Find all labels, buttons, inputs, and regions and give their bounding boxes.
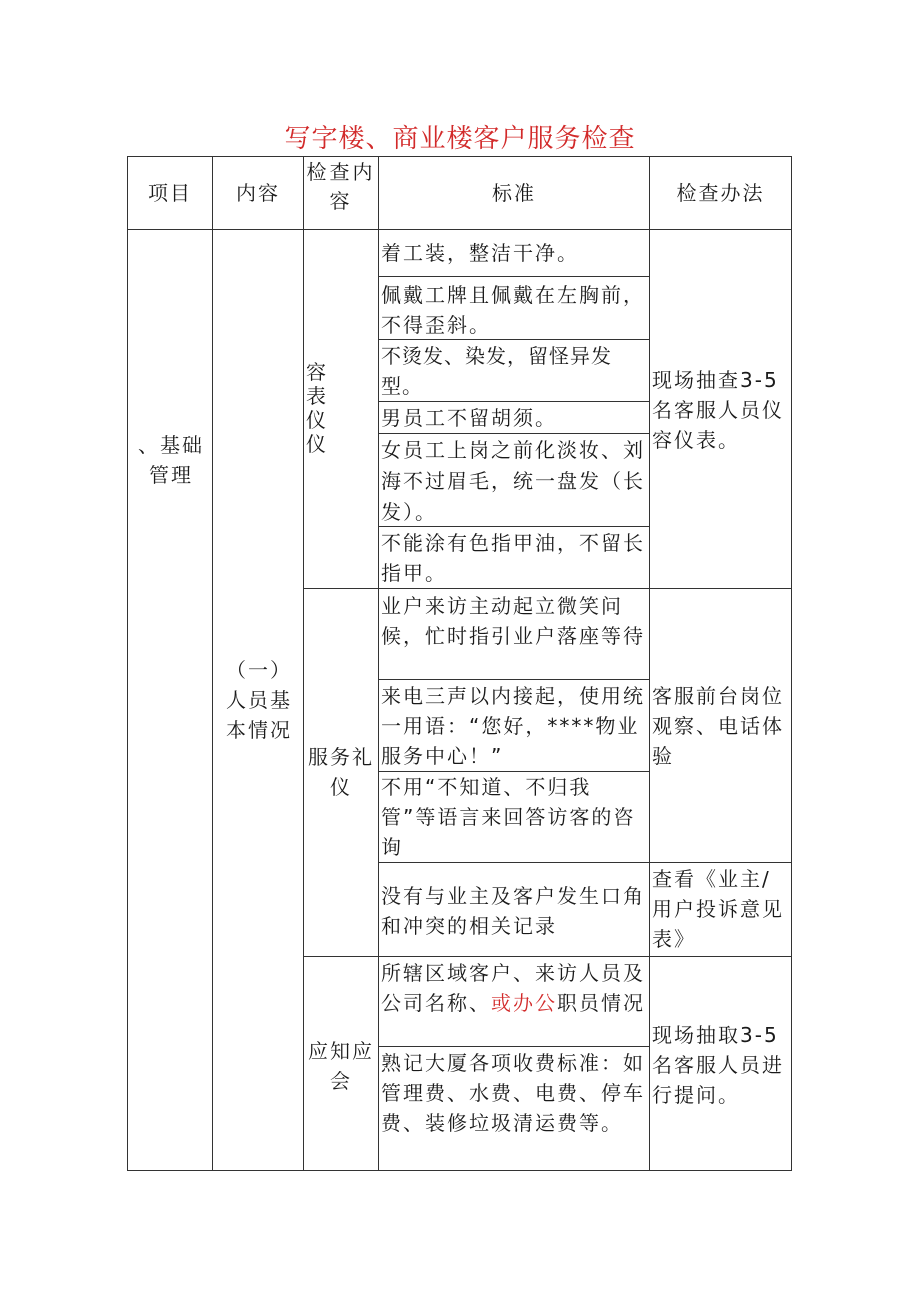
table-col-divider [378, 156, 379, 1170]
table-border-bottom [127, 1170, 792, 1171]
standard-item: 不能涂有色指甲油，不留长指甲。 [381, 531, 645, 585]
row-divider [378, 1046, 650, 1047]
table-col-divider [212, 156, 213, 1170]
row-divider [378, 401, 650, 402]
table-col-divider [303, 156, 304, 1170]
standard-item: 没有与业主及客户发生口角和冲突的相关记录 [381, 884, 645, 938]
method-cell: 现场抽取3-5名客服人员进行提问。 [652, 1023, 784, 1107]
row-divider [378, 433, 650, 434]
row-divider [378, 862, 792, 863]
standard-item: 着工装，整洁干净。 [381, 241, 579, 265]
standard-text: 所辖区域客户、来访人员及公司名称、 [381, 961, 645, 1015]
header-check-content: 检查内容 [306, 160, 376, 213]
header-row-divider [127, 229, 792, 230]
section-name: 应知应会 [308, 1039, 374, 1093]
table-col-divider [649, 156, 650, 1170]
method-cell: 查看《业主/用户投诉意见表》 [652, 867, 784, 951]
method-cell: 客服前台岗位观察、电话体验 [652, 684, 784, 768]
header-method: 检查办法 [676, 181, 765, 205]
standard-item: 来电三声以内接起，使用统一用语：“您好，****物业服务中心！” [381, 684, 645, 768]
standard-item: 不用“不知道、不归我管”等语言来回答访客的咨询 [381, 775, 636, 859]
section-name: 容表仪仪 [306, 360, 326, 456]
standard-item: 女员工上岗之前化淡妆、刘海不过眉毛，统一盘发（长发）。 [381, 438, 645, 524]
highlighted-text: 或办公 [491, 991, 557, 1015]
row-divider [378, 276, 650, 277]
table-border-top [127, 156, 792, 157]
standard-item: 不烫发、染发，留怪异发型。 [381, 344, 612, 398]
project-cell: 、基础管理 [138, 433, 204, 487]
standard-text: 职员情况 [557, 991, 645, 1015]
standard-item [381, 958, 647, 1018]
standard-item: 佩戴工牌且佩戴在左胸前，不得歪斜。 [381, 283, 645, 337]
section-divider [303, 588, 792, 589]
header-content: 内容 [236, 181, 280, 205]
page-title: 写字楼、商业楼客户服务检查 [284, 124, 636, 154]
standard-item: 业户来访主动起立微笑问候，忙时指引业户落座等待 [381, 594, 645, 648]
table-border-left [127, 156, 128, 1170]
row-divider [378, 679, 650, 680]
method-cell: 现场抽查3-5名客服人员仪容仪表。 [652, 368, 784, 452]
table-border-right [791, 156, 792, 1170]
section-divider [303, 956, 792, 957]
content-group-cell: （一）人员基本情况 [226, 658, 292, 742]
section-name: 服务礼仪 [308, 745, 374, 799]
header-standard: 标准 [492, 181, 536, 205]
header-item: 项目 [148, 181, 192, 205]
standard-item: 熟记大厦各项收费标准：如管理费、水费、电费、停车费、装修垃圾清运费等。 [381, 1051, 645, 1135]
standard-item: 男员工不留胡须。 [381, 406, 557, 430]
